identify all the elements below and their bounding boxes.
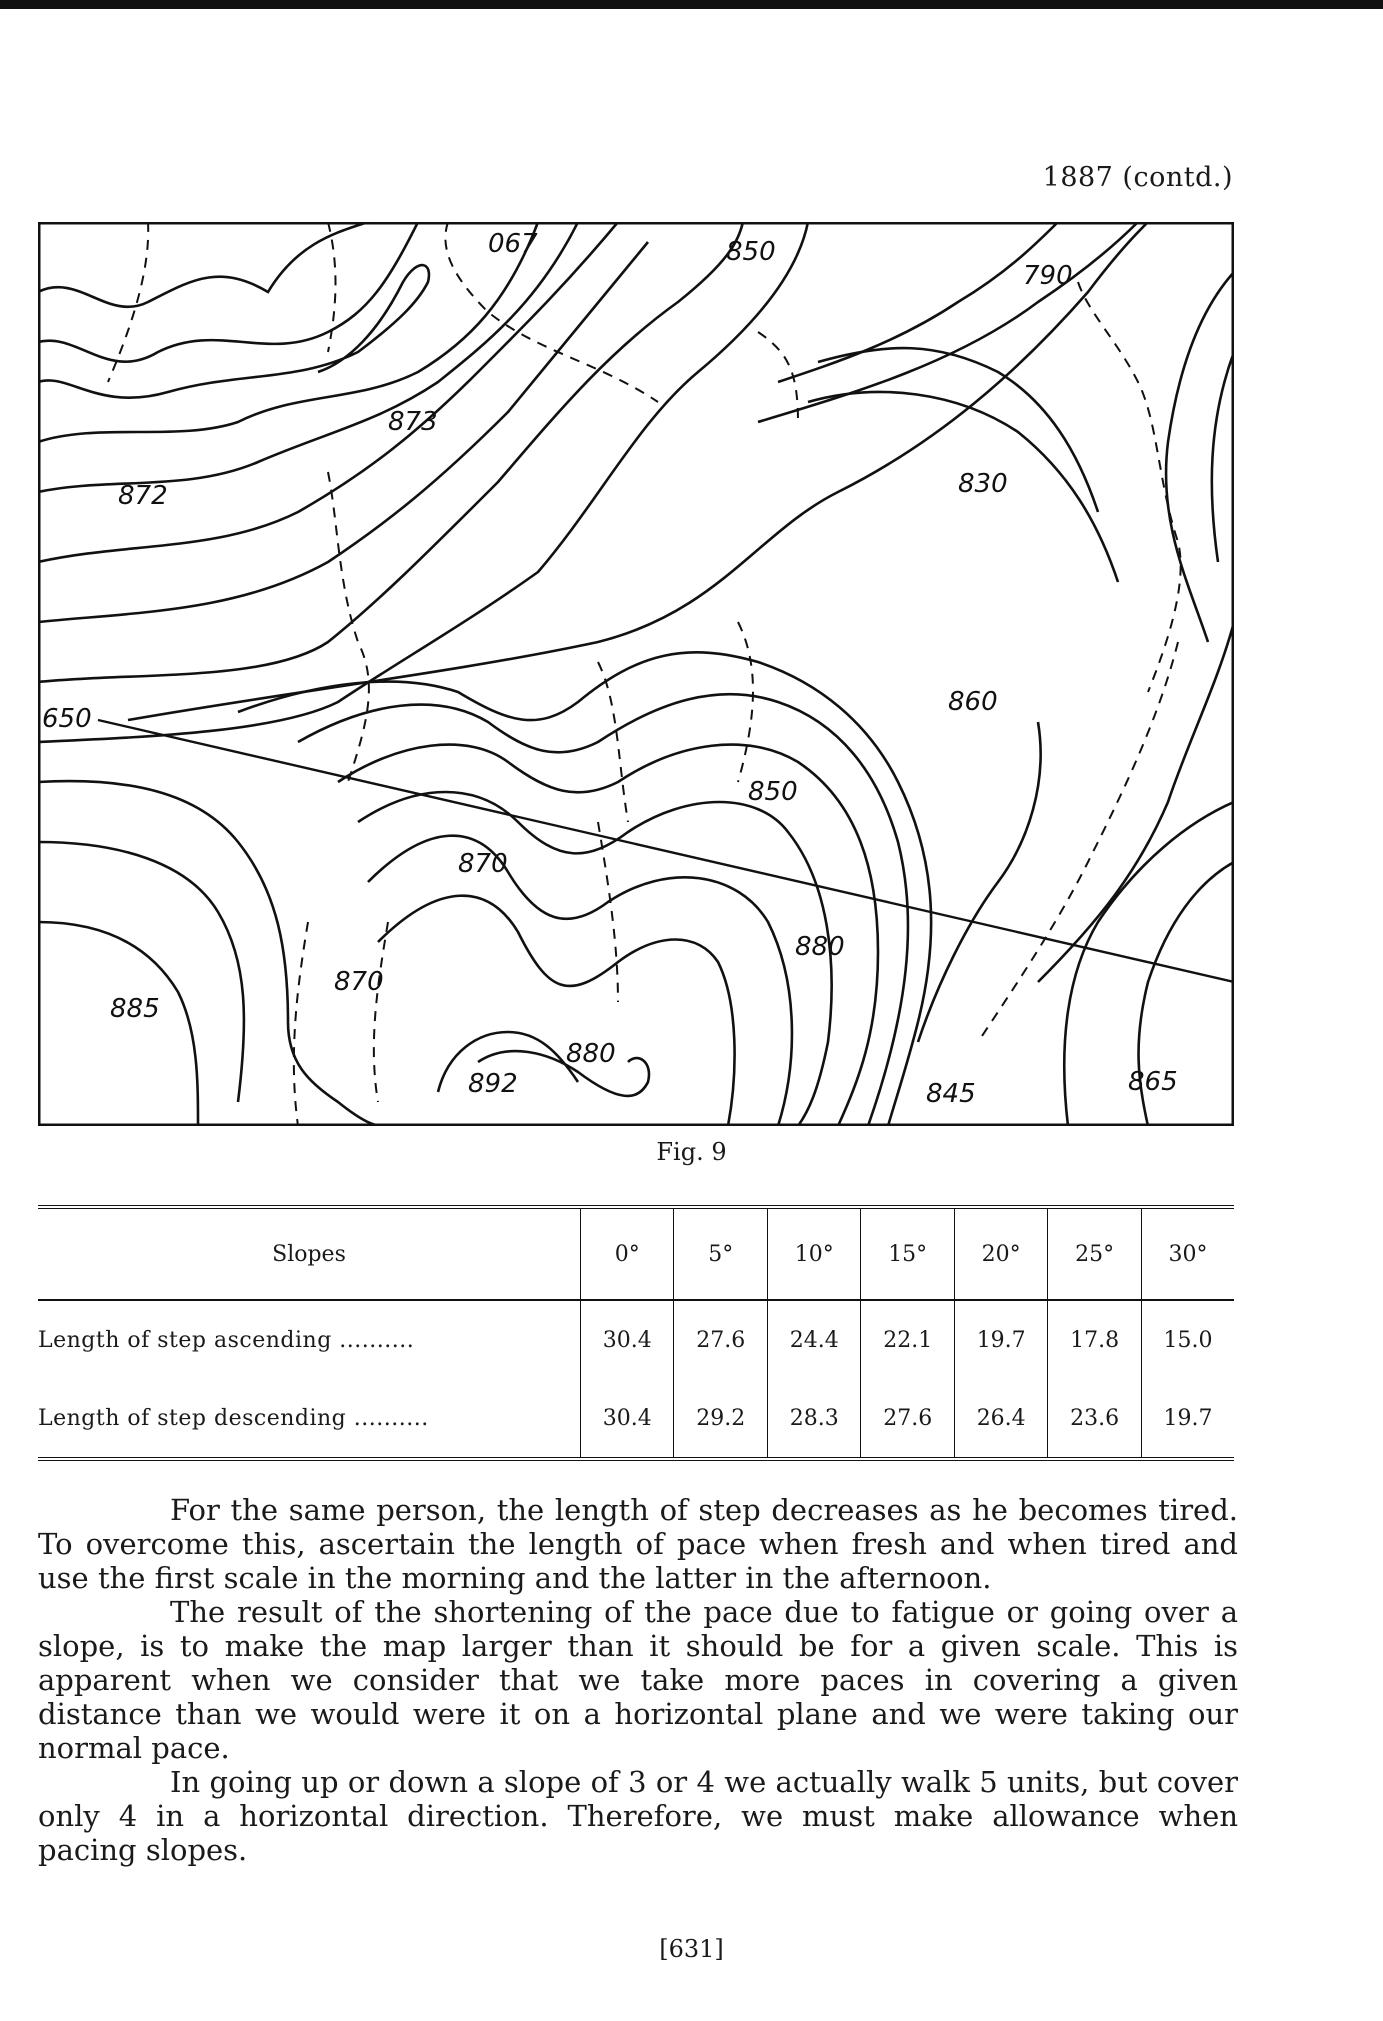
elevation-label: 870 xyxy=(334,967,384,997)
table-row xyxy=(38,1379,1234,1459)
table-cell: 22.1 xyxy=(861,1300,954,1379)
table-cell: 30.4 xyxy=(581,1379,674,1459)
slope-step-table xyxy=(38,1205,1234,1461)
table-cell: 30.4 xyxy=(581,1300,674,1379)
table-cell: 28.3 xyxy=(767,1379,860,1459)
column-header: 15° xyxy=(861,1207,954,1300)
top-rule xyxy=(0,0,1383,9)
figure-caption: Fig. 9 xyxy=(656,1138,727,1166)
table-cell: 23.6 xyxy=(1048,1379,1141,1459)
table-row xyxy=(38,1300,1234,1379)
column-header: 25° xyxy=(1048,1207,1141,1300)
elevation-label: 892 xyxy=(468,1069,518,1099)
table-cell: 19.7 xyxy=(954,1300,1047,1379)
column-header-slopes: Slopes xyxy=(38,1207,581,1300)
page-header: 1887 (contd.) xyxy=(1042,162,1233,193)
elevation-label: 650 xyxy=(42,704,92,734)
column-header: 5° xyxy=(674,1207,767,1300)
contour-map-figure xyxy=(38,222,1234,1126)
map-frame xyxy=(39,223,1233,1125)
table-cell: 27.6 xyxy=(674,1300,767,1379)
table-cell: 29.2 xyxy=(674,1379,767,1459)
elevation-label: 067 xyxy=(488,229,538,259)
table-cell: 26.4 xyxy=(954,1379,1047,1459)
paragraph: In going up or down a slope of 3 or 4 we actually walk 5 units, but cover only 4 in a horizontal direction. Therefore, we must make allowance when pacing slopes. xyxy=(38,1765,1238,1867)
elevation-label: 850 xyxy=(748,777,798,807)
elevation-label: 860 xyxy=(948,687,998,717)
elevation-label: 790 xyxy=(1023,261,1073,291)
row-label xyxy=(38,1379,581,1459)
page-number: [631] xyxy=(659,1935,724,1963)
contour-map xyxy=(38,222,1234,1126)
table-cell: 15.0 xyxy=(1141,1300,1234,1379)
table-cell: 24.4 xyxy=(767,1300,860,1379)
table-cell: 19.7 xyxy=(1141,1379,1234,1459)
elevation-label: 845 xyxy=(926,1079,976,1109)
table-cell: 27.6 xyxy=(861,1379,954,1459)
paragraph: For the same person, the length of step decreases as he becomes tired. To overcome this, ascertain the length of pace when fresh and when tired and use the first scale in the morning and the latter in the afternoon. xyxy=(38,1493,1238,1595)
elevation-label: 850 xyxy=(726,237,776,267)
elevation-label: 830 xyxy=(958,469,1008,499)
column-header: 0° xyxy=(581,1207,674,1300)
elevation-label: 872 xyxy=(118,481,168,511)
elevation-label: 880 xyxy=(795,932,845,962)
elevation-label: 880 xyxy=(566,1039,616,1069)
elevation-label: 870 xyxy=(458,849,508,879)
column-header: 30° xyxy=(1141,1207,1234,1300)
elevation-label: 865 xyxy=(1128,1067,1178,1097)
elevation-label: 885 xyxy=(110,994,160,1024)
table-cell: 17.8 xyxy=(1048,1300,1141,1379)
elevation-label: 873 xyxy=(388,407,438,437)
row-label xyxy=(38,1300,581,1379)
row-label-text: Length of step ascending ..... xyxy=(38,1328,414,1353)
body-text xyxy=(38,1493,1238,1867)
column-header: 10° xyxy=(767,1207,860,1300)
paragraph: The result of the shortening of the pace due to fatigue or going over a slope, is to make the map larger than it should be for a given scale. This is apparent when we consider that we take more paces in covering a given distance than we would were it on a horizontal plane and we were taking our normal pace. xyxy=(38,1595,1238,1765)
row-label-text: Length of step descending ..... xyxy=(38,1406,429,1431)
table-header-row xyxy=(38,1207,1234,1300)
column-header: 20° xyxy=(954,1207,1047,1300)
